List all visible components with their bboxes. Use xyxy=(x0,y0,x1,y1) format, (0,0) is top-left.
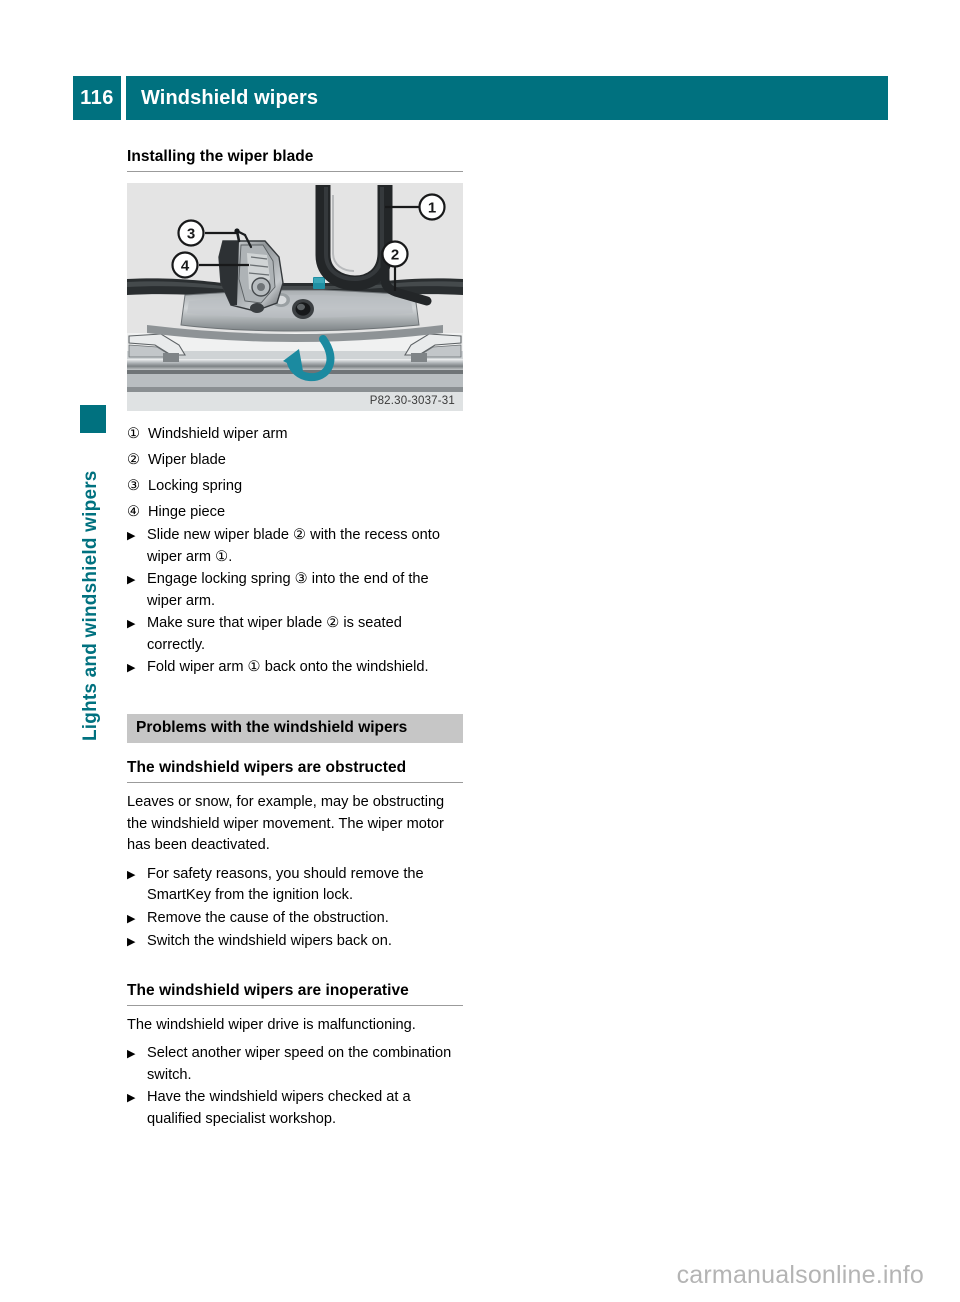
inoperative-heading: The windshield wipers are inoperative xyxy=(127,982,463,1006)
obstructed-step-3: Switch the windshield wipers back on. xyxy=(147,932,392,949)
inoperative-paragraph: The windshield wiper drive is malfunctioning. xyxy=(127,1016,416,1033)
list-item xyxy=(127,1043,463,1086)
callout-legend xyxy=(127,421,463,525)
content-column xyxy=(127,148,463,1131)
spacer xyxy=(127,954,463,966)
list-item xyxy=(127,1087,463,1130)
list-item xyxy=(127,864,463,907)
spacer xyxy=(127,692,463,704)
wiper-assembly-figure xyxy=(127,183,463,411)
triangle-bullet-icon: ▶ xyxy=(127,618,136,630)
list-item xyxy=(127,569,463,612)
triangle-bullet-icon: ▶ xyxy=(127,530,136,542)
install-step-2: Engage locking spring ③ into the end of the wiper arm. xyxy=(147,571,429,609)
spacer xyxy=(127,680,463,692)
obstructed-heading: The windshield wipers are obstructed xyxy=(127,759,463,783)
wiper-illustration-svg xyxy=(127,183,463,411)
svg-text:2: 2 xyxy=(390,246,400,264)
callout-marker-2: ② xyxy=(127,452,140,468)
inoperative-steps-list xyxy=(127,1043,463,1130)
section-heading: Installing the wiper blade xyxy=(127,148,463,172)
callout-label-1: Windshield wiper arm xyxy=(148,426,288,442)
list-item xyxy=(127,613,463,656)
list-item xyxy=(127,908,463,930)
triangle-bullet-icon: ▶ xyxy=(127,912,136,925)
inoperative-step-1: Select another wiper speed on the combination switch. xyxy=(147,1045,452,1083)
chapter-marker xyxy=(80,405,106,433)
page-number: 116 xyxy=(73,76,121,120)
page-title: Windshield wipers xyxy=(141,86,319,109)
obstructed-paragraph: Leaves or snow, for example, may be obstructing the windshield wiper movement. The wiper motor has been deactivated. xyxy=(127,794,445,853)
list-item xyxy=(127,421,463,447)
callout-marker-4: ④ xyxy=(127,504,140,520)
install-step-4: Fold wiper arm ① back onto the windshield. xyxy=(147,659,429,675)
callout-marker-3: ③ xyxy=(127,478,140,494)
triangle-bullet-icon: ▶ xyxy=(127,1092,136,1104)
install-steps-list xyxy=(127,525,463,679)
chapter-label: Lights and windshield wipers xyxy=(80,470,101,741)
triangle-bullet-icon: ▶ xyxy=(127,574,136,586)
inoperative-step-2: Have the windshield wipers checked at a qualified specialist workshop. xyxy=(147,1089,411,1127)
header-title-bar xyxy=(126,76,888,120)
callout-label-3: Locking spring xyxy=(148,478,243,494)
list-item xyxy=(127,447,463,473)
triangle-bullet-icon: ▶ xyxy=(127,662,136,674)
list-item xyxy=(127,473,463,499)
obstructed-steps-list xyxy=(127,864,463,953)
install-step-1: Slide new wiper blade ② with the recess onto wiper arm ①. xyxy=(147,527,440,565)
page-header xyxy=(73,76,888,120)
obstructed-step-2: Remove the cause of the obstruction. xyxy=(147,909,389,926)
problems-section-band: Problems with the windshield wipers xyxy=(127,714,463,743)
figure-reference-code: P82.30-3037-31 xyxy=(369,395,455,407)
triangle-bullet-icon: ▶ xyxy=(127,868,136,881)
triangle-bullet-icon: ▶ xyxy=(127,1048,136,1060)
obstructed-step-1: For safety reasons, you should remove the SmartKey from the ignition lock. xyxy=(147,865,424,903)
callout-marker-1: ① xyxy=(127,426,140,442)
callout-label-4: Hinge piece xyxy=(148,504,226,520)
install-step-3: Make sure that wiper blade ② is seated correctly. xyxy=(147,615,402,653)
list-item xyxy=(127,525,463,568)
site-watermark: carmanualsonline.info xyxy=(676,1261,924,1289)
list-item xyxy=(127,931,463,953)
list-item xyxy=(127,657,463,679)
triangle-bullet-icon: ▶ xyxy=(127,935,136,948)
callout-label-2: Wiper blade xyxy=(148,452,226,468)
svg-text:3: 3 xyxy=(186,225,196,243)
svg-text:1: 1 xyxy=(427,199,437,217)
svg-text:4: 4 xyxy=(180,257,190,275)
list-item xyxy=(127,499,463,525)
